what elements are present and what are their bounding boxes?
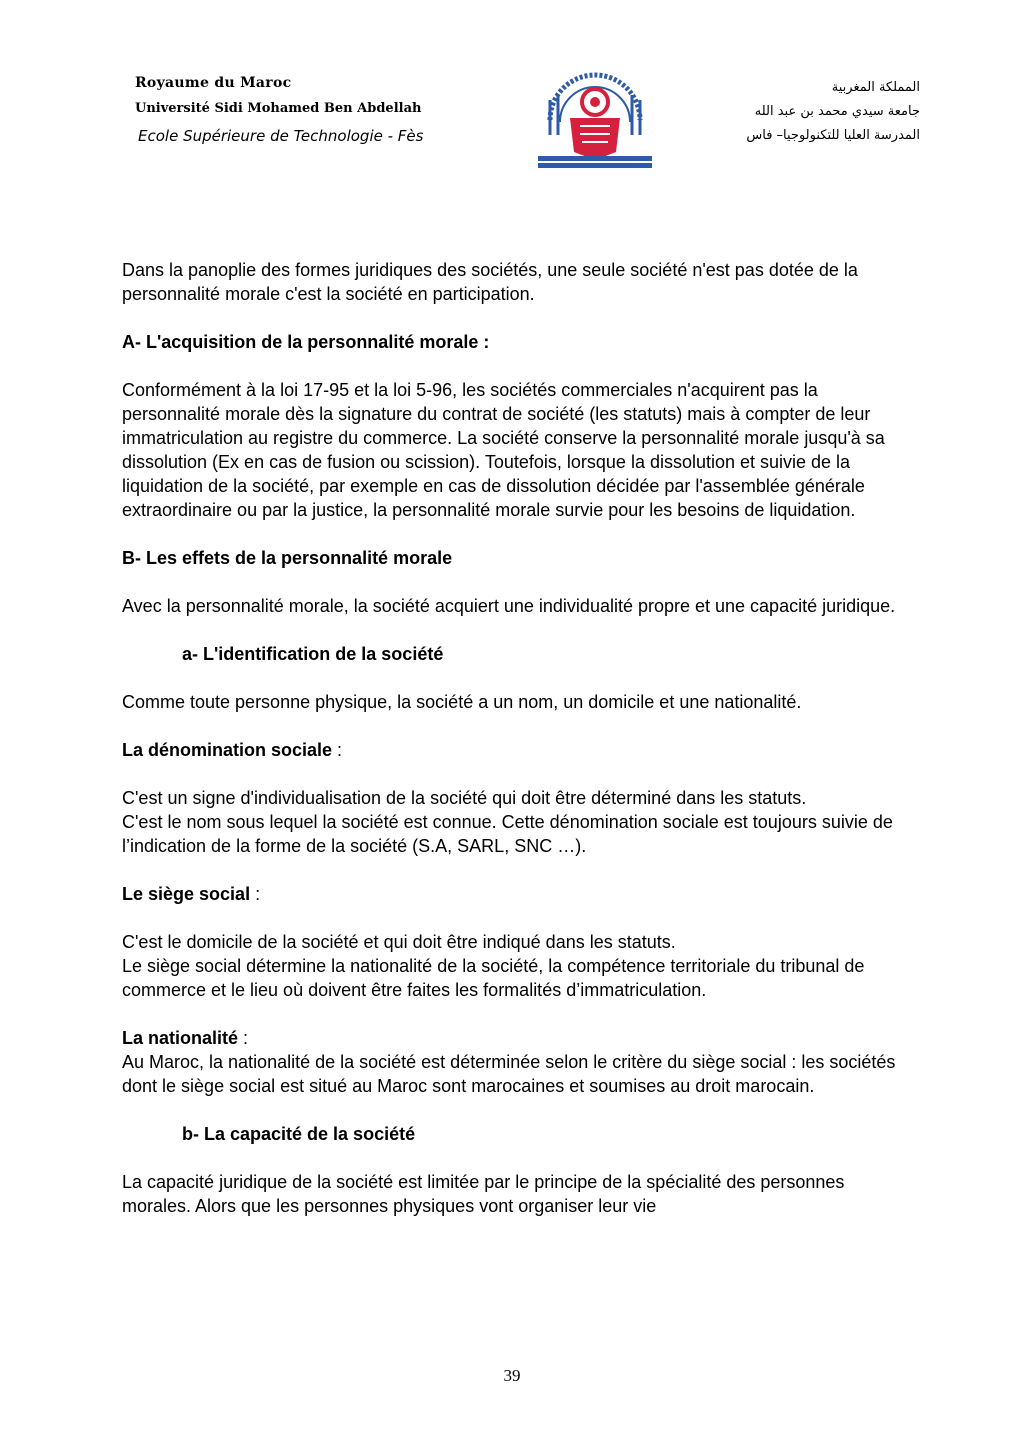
header-ar-kingdom: المملكة المغربية xyxy=(831,80,920,95)
intro-paragraph: Dans la panoplie des formes juridiques des sociétés, une seule société n'est pas dotée de la personnalité morale c'est la société en participation. xyxy=(122,260,858,304)
siege-paragraph-2: Le siège social détermine la nationalité de la société, la compétence territoriale du tribunal de commerce et le lieu où doivent être faites les formalités d’immatriculation. xyxy=(122,956,865,1000)
subsection-b-heading: b- La capacité de la société xyxy=(182,1124,416,1144)
header-ar-university: جامعة سيدي محمد بن عبد الله xyxy=(754,104,920,119)
section-a-paragraph: Conformément à la loi 17-95 et la loi 5-96, les sociétés commerciales n'acquirent pas la personnalité morale dès la signature du contrat de société (les statuts) mais à compter de leur immatriculation au registre du commerce. La société conserve la personnalité morale jusqu'à sa dissolution (Ex en cas de fusion ou scission). Toutefois, lorsque la dissolution et suivie de la liquidation de la société, par exemple en cas de dissolution décidée par l'assemblée générale extraordinaire ou par la justice, la personnalité morale survie pour les besoins de liquidation. xyxy=(122,380,885,520)
document-body xyxy=(122,258,912,1218)
section-a-heading: A- L'acquisition de la personnalité morale : xyxy=(122,332,490,352)
nationalite-label: La nationalité xyxy=(122,1028,239,1048)
header-french xyxy=(135,74,423,146)
denomination-label: La dénomination sociale xyxy=(122,740,333,760)
siege-colon: : xyxy=(250,884,261,904)
page-number: 39 xyxy=(503,1366,521,1385)
university-logo xyxy=(530,60,660,170)
header-school: Ecole Supérieure de Technologie - Fès xyxy=(138,127,424,145)
denomination-heading xyxy=(122,738,912,762)
identification-paragraph: Comme toute personne physique, la société a un nom, un domicile et une nationalité. xyxy=(122,692,802,712)
header-arabic xyxy=(746,76,920,148)
siege-label: Le siège social xyxy=(122,884,251,904)
denomination-paragraph-1: C'est un signe d'individualisation de la société qui doit être déterminé dans les statuts. xyxy=(122,788,807,808)
header-university: Université Sidi Mohamed Ben Abdellah xyxy=(135,101,422,116)
nationalite-heading xyxy=(122,1026,912,1050)
nationalite-colon: : xyxy=(238,1028,249,1048)
siege-heading xyxy=(122,882,912,906)
section-b-paragraph: Avec la personnalité morale, la société acquiert une individualité propre et une capacité juridique. xyxy=(122,596,896,616)
capacite-paragraph: La capacité juridique de la société est limitée par le principe de la spécialité des personnes morales. Alors que les personnes physiques vont organiser leur vie xyxy=(122,1172,845,1216)
section-b-heading: B- Les effets de la personnalité morale xyxy=(122,548,453,568)
nationalite-paragraph: Au Maroc, la nationalité de la société est déterminée selon le critère du siège social : les sociétés dont le siège social est situé au Maroc sont marocaines et soumises au droit marocain. xyxy=(122,1052,896,1096)
denomination-colon: : xyxy=(332,740,343,760)
denomination-paragraph-2: C'est le nom sous lequel la société est connue. Cette dénomination sociale est toujours suivie de l’indication de la forme de la société (S.A, SARL, SNC …). xyxy=(122,812,893,856)
header-kingdom: Royaume du Maroc xyxy=(135,75,292,91)
header-ar-school: المدرسة العليا للتكنولوجيا– فاس xyxy=(746,128,920,143)
subsection-a-heading: a- L'identification de la société xyxy=(182,644,444,664)
siege-paragraph-1: C'est le domicile de la société et qui doit être indiqué dans les statuts. xyxy=(122,932,676,952)
